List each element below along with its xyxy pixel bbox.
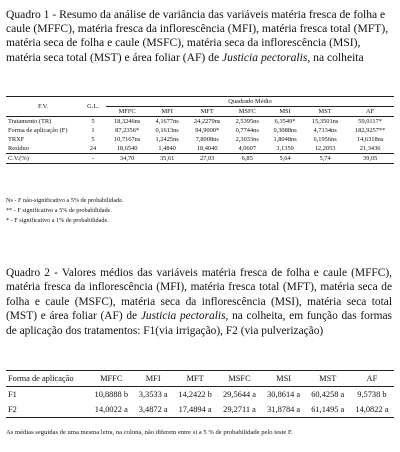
cell: 18,4040 [196, 145, 218, 152]
cell: 10,7167ns [113, 136, 141, 143]
cell: 0,1613ns [155, 127, 179, 134]
col-header: MSI [276, 374, 292, 383]
cell: 4,0607 [238, 145, 257, 152]
col-header: MSFC [228, 374, 251, 383]
table-row [6, 126, 394, 135]
row-label: F2 [8, 405, 17, 414]
footnote: * - F significativo a 1% de probabilidade. [6, 217, 109, 224]
quadro1-table [6, 96, 394, 164]
col-header: MST [319, 374, 337, 383]
cell: 4,1677ns [155, 118, 179, 125]
cell: 5,64 [279, 155, 291, 162]
quadro2-table [6, 370, 394, 418]
cell: 31,8784 a [267, 405, 301, 414]
cell: 35,61 [159, 155, 175, 162]
quadro1-caption-a: Resumo da análise de variância das variáveis matéria fresca de folha e caule (MFFC), matéria fresca da inflorescência (MFI), matéria fresca total (MFT), matéria seca de folha e caule (MSFC), matéria seca da inflorescência (MSI), matéria seca total (MST) e área foliar (AF) de [6, 8, 389, 64]
footnote: ** - F significativo a 5% de probabilidade. [6, 207, 112, 214]
row-label: F1 [8, 390, 17, 399]
quadro2-caption-a: Valores médios das variáveis matéria fresca de folha e caule (MFFC), matéria fresca da inflorescência (MFI), matéria fresca total (MFT), matéria seca de folha e caule (MSFC), matéria seca da inflorescência (MSI), matéria seca total (MST) e área foliar (AF) de [6, 267, 392, 323]
cell: 7,8908ns [195, 136, 219, 143]
col-header: AF [366, 374, 378, 383]
cell: 2,5395ns [235, 118, 259, 125]
quadro2-species: Justicia pectoralis [140, 310, 226, 323]
cell: 34,70 [119, 155, 135, 162]
quadro2-title [6, 266, 392, 338]
table-row [6, 402, 394, 418]
row-gl: - [91, 155, 95, 162]
cell: 24,2279ns [193, 118, 221, 125]
cell: 61,1495 a [311, 405, 345, 414]
table-row [6, 144, 394, 154]
row-label: TRXF [8, 136, 25, 143]
col-header: MFT [186, 374, 204, 383]
quadro2-label: Quadro 2 - [6, 267, 62, 279]
cell: 6,85 [241, 155, 253, 162]
table-row [6, 135, 394, 144]
cell: 182,9257** [354, 127, 386, 134]
cell: 27,03 [200, 155, 215, 162]
cell: 1,4840 [158, 145, 176, 152]
cell: 1,8048ns [273, 136, 297, 143]
cell: 21,3436 [359, 145, 381, 152]
cell: 10,8888 b [94, 390, 129, 399]
group-header: Quadrado Médio [106, 97, 394, 107]
quadro2-caption-b: , na colheita, em função das formas de aplicação dos tratamentos: F1(via irrigação), F2 (via pulverização) [6, 310, 392, 337]
cell: 17,4894 a [178, 405, 212, 414]
cell: 18,6540 [116, 145, 138, 152]
quadro1-label: Quadro 1 - [6, 8, 60, 21]
cell: 29,5644 a [222, 390, 257, 399]
table-row [6, 387, 394, 403]
col-header: AF [366, 108, 375, 115]
col-gl: G.L. [80, 97, 106, 117]
row-gl: 5 [91, 118, 95, 125]
col-header: MFI [161, 108, 173, 115]
cell: 6,3549* [274, 118, 296, 125]
cell: 18,3246ns [113, 118, 141, 125]
row-gl: 24 [89, 145, 97, 152]
cell: 9,3088ns [273, 127, 297, 134]
cell: 3,4872 a [138, 405, 168, 414]
col-forma: Forma de aplicação [8, 374, 74, 383]
col-fv: F.V. [6, 97, 80, 117]
col-header: MSI [279, 108, 291, 115]
cell: 14,2422 b [178, 390, 212, 399]
row-label: C.V.(%) [8, 155, 29, 162]
cell: 2,3033ns [235, 136, 259, 143]
cell: 15,3501ns [311, 118, 339, 125]
cell: 29,2711 a [223, 405, 256, 414]
quadro1-species: Justicia pectoralis [222, 50, 308, 64]
quadro1-caption-b: , na colheita [307, 50, 364, 64]
table-row [6, 154, 394, 164]
col-header: MST [318, 108, 332, 115]
cell: 3,3533 a [138, 390, 168, 399]
row-label: Forma de aplicação (F) [8, 127, 68, 134]
row-gl: 1 [91, 127, 95, 134]
cell: 30,8614 a [267, 390, 301, 399]
row-label: Tratamento (TR) [8, 118, 52, 125]
cell: 59,0117* [358, 118, 382, 125]
cell: 5,74 [319, 155, 331, 162]
cell: 6,1956ns [313, 136, 337, 143]
cell: 3,1359 [276, 145, 294, 152]
cell: 9,5738 b [357, 390, 387, 399]
cell: 14,0022 a [94, 405, 128, 414]
cell: 87,2356* [115, 127, 140, 134]
row-gl: 5 [91, 136, 95, 143]
col-header: MFI [145, 374, 161, 383]
row-label: Resíduo [8, 145, 29, 152]
col-header: MFFC [118, 108, 136, 115]
cell: 14,6318ns [356, 136, 384, 143]
table-row [6, 117, 394, 127]
cell: 4,7134ns [313, 127, 337, 134]
footnote: Ns - F não-significativo a 5% de probabilidade. [6, 197, 124, 204]
cell: 1,2425ns [155, 136, 179, 143]
cell: 0,7744ns [235, 127, 259, 134]
col-header: MFT [200, 108, 214, 115]
cell: 94,9000* [195, 127, 220, 134]
cell: 39,05 [362, 155, 378, 162]
cell: 60,4258 a [311, 390, 345, 399]
quadro1-title [6, 8, 392, 65]
quadro2-note: As médias seguidas de uma mesma letra, na coluna, não diferem entre si a 5 % de probabilidade pelo teste F. [6, 429, 293, 436]
cell: 12,2053 [314, 145, 336, 152]
col-header: MSFC [238, 108, 256, 115]
col-header: MFFC [100, 374, 123, 383]
quadro1-notes [6, 196, 386, 226]
cell: 14,0822 a [355, 405, 389, 414]
